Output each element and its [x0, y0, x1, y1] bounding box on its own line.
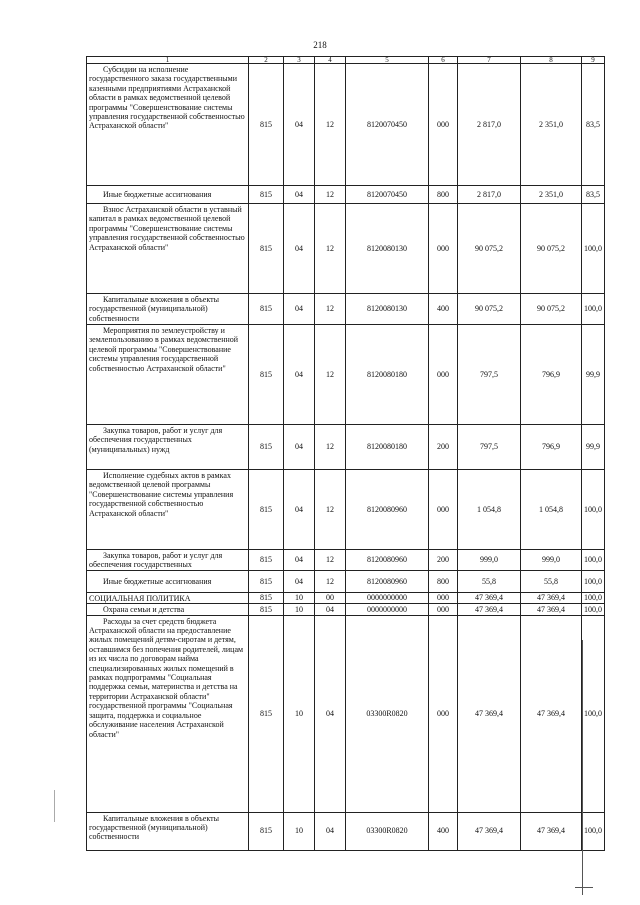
table-row — [87, 615, 605, 812]
row-value-cell: 10 — [284, 592, 315, 603]
row-value-cell: 90 075,2 — [458, 294, 521, 325]
row-value-cell: 815 — [249, 604, 284, 615]
row-value-cell: 100,0 — [582, 604, 605, 615]
row-value-cell: 99,9 — [582, 325, 605, 425]
row-value-cell: 00 — [315, 592, 346, 603]
row-value-cell: 8120080130 — [346, 294, 429, 325]
row-value-cell: 815 — [249, 470, 284, 550]
row-value-cell: 47 369,4 — [521, 812, 582, 850]
row-value-cell: 2 351,0 — [521, 186, 582, 204]
budget-table — [86, 56, 605, 851]
row-value-cell: 400 — [429, 294, 458, 325]
row-value-cell: 12 — [315, 186, 346, 204]
row-value-cell: 100,0 — [582, 294, 605, 325]
row-value-cell: 200 — [429, 425, 458, 470]
row-value-cell: 10 — [284, 615, 315, 812]
col-header: 7 — [458, 57, 521, 64]
row-value-cell: 000 — [429, 604, 458, 615]
row-value-cell: 12 — [315, 64, 346, 186]
col-header: 5 — [346, 57, 429, 64]
row-value-cell: 000 — [429, 470, 458, 550]
row-value-cell: 04 — [284, 570, 315, 592]
row-value-cell: 815 — [249, 570, 284, 592]
row-value-cell: 100,0 — [582, 570, 605, 592]
row-value-cell: 2 817,0 — [458, 64, 521, 186]
row-value-cell: 000 — [429, 592, 458, 603]
row-value-cell: 04 — [315, 812, 346, 850]
margin-line — [582, 640, 583, 895]
row-value-cell: 90 075,2 — [521, 204, 582, 294]
table-row — [87, 550, 605, 571]
row-value-cell: 100,0 — [582, 550, 605, 571]
row-value-cell: 000 — [429, 204, 458, 294]
row-value-cell: 800 — [429, 186, 458, 204]
table-row — [87, 204, 605, 294]
row-value-cell: 2 817,0 — [458, 186, 521, 204]
row-value-cell: 55,8 — [521, 570, 582, 592]
row-value-cell: 796,9 — [521, 325, 582, 425]
row-name-cell: Закупка товаров, работ и услуг для обеспечения государственных — [87, 550, 249, 571]
row-value-cell: 8120080130 — [346, 204, 429, 294]
row-value-cell: 04 — [284, 550, 315, 571]
row-value-cell: 04 — [315, 604, 346, 615]
table-row — [87, 64, 605, 186]
row-value-cell: 200 — [429, 550, 458, 571]
row-value-cell: 100,0 — [582, 204, 605, 294]
row-value-cell: 999,0 — [521, 550, 582, 571]
row-name-cell: Капитальные вложения в объекты государственной (муниципальной) собственности — [87, 812, 249, 850]
row-value-cell: 815 — [249, 592, 284, 603]
table-row — [87, 592, 605, 603]
col-header: 3 — [284, 57, 315, 64]
row-value-cell: 400 — [429, 812, 458, 850]
row-value-cell: 000 — [429, 325, 458, 425]
row-value-cell: 47 369,4 — [521, 604, 582, 615]
row-value-cell: 03300R0820 — [346, 812, 429, 850]
row-name-cell: Субсидии на исполнение государственного заказа государственными казенными предприятиями Астраханской области в рамках ведомственной целевой программы "Совершенствование системы управления государственной собственностью Астраханской области" — [87, 64, 249, 186]
row-value-cell: 8120080180 — [346, 425, 429, 470]
row-value-cell: 8120080960 — [346, 570, 429, 592]
col-header: 6 — [429, 57, 458, 64]
col-header: 9 — [582, 57, 605, 64]
col-header: 8 — [521, 57, 582, 64]
row-value-cell: 999,0 — [458, 550, 521, 571]
row-value-cell: 47 369,4 — [458, 812, 521, 850]
row-value-cell: 1 054,8 — [458, 470, 521, 550]
page-number: 218 — [313, 40, 327, 50]
row-value-cell: 04 — [284, 425, 315, 470]
row-value-cell: 8120080960 — [346, 470, 429, 550]
row-name-cell: Капитальные вложения в объекты государственной (муниципальной) собственности — [87, 294, 249, 325]
row-name-cell: Иные бюджетные ассигнования — [87, 186, 249, 204]
row-value-cell: 12 — [315, 204, 346, 294]
row-value-cell: 12 — [315, 470, 346, 550]
row-value-cell: 47 369,4 — [521, 592, 582, 603]
col-header: 4 — [315, 57, 346, 64]
row-value-cell: 000 — [429, 615, 458, 812]
row-value-cell: 55,8 — [458, 570, 521, 592]
row-value-cell: 100,0 — [582, 812, 605, 850]
row-value-cell: 815 — [249, 204, 284, 294]
scan-mark — [54, 790, 55, 822]
row-value-cell: 12 — [315, 425, 346, 470]
row-value-cell: 8120080960 — [346, 550, 429, 571]
row-value-cell: 815 — [249, 186, 284, 204]
row-value-cell: 100,0 — [582, 592, 605, 603]
row-value-cell: 0000000000 — [346, 592, 429, 603]
row-value-cell: 47 369,4 — [521, 615, 582, 812]
row-value-cell: 47 369,4 — [458, 615, 521, 812]
row-value-cell: 12 — [315, 570, 346, 592]
row-name-cell: Иные бюджетные ассигнования — [87, 570, 249, 592]
row-value-cell: 8120080180 — [346, 325, 429, 425]
table-row — [87, 570, 605, 592]
row-name-cell: Взнос Астраханской области в уставный капитал в рамках ведомственной целевой программы "Совершенствование системы управления государственной собственностью Астраханской области" — [87, 204, 249, 294]
row-value-cell: 47 369,4 — [458, 592, 521, 603]
row-value-cell: 796,9 — [521, 425, 582, 470]
table-row — [87, 604, 605, 615]
row-value-cell: 47 369,4 — [458, 604, 521, 615]
row-name-cell: Мероприятия по землеустройству и землепользованию в рамках ведомственной целевой программы "Совершенствование системы управления государственной собственностью Астраханской области" — [87, 325, 249, 425]
row-value-cell: 10 — [284, 812, 315, 850]
table-row — [87, 470, 605, 550]
row-value-cell: 90 075,2 — [521, 294, 582, 325]
row-value-cell: 04 — [315, 615, 346, 812]
table-header-row — [87, 57, 605, 64]
row-value-cell: 8120070450 — [346, 186, 429, 204]
col-header: 1 — [87, 57, 249, 64]
row-value-cell: 815 — [249, 325, 284, 425]
table-row — [87, 294, 605, 325]
row-value-cell: 0000000000 — [346, 604, 429, 615]
row-value-cell: 797,5 — [458, 425, 521, 470]
table-row — [87, 812, 605, 850]
row-value-cell: 04 — [284, 325, 315, 425]
row-value-cell: 000 — [429, 64, 458, 186]
col-header: 2 — [249, 57, 284, 64]
row-value-cell: 04 — [284, 64, 315, 186]
row-value-cell: 1 054,8 — [521, 470, 582, 550]
row-value-cell: 04 — [284, 204, 315, 294]
row-value-cell: 815 — [249, 812, 284, 850]
table-row — [87, 186, 605, 204]
table-row — [87, 425, 605, 470]
row-value-cell: 12 — [315, 294, 346, 325]
row-value-cell: 04 — [284, 470, 315, 550]
table-row — [87, 325, 605, 425]
row-value-cell: 83,5 — [582, 186, 605, 204]
row-value-cell: 100,0 — [582, 615, 605, 812]
row-value-cell: 03300R0820 — [346, 615, 429, 812]
row-value-cell: 2 351,0 — [521, 64, 582, 186]
row-value-cell: 815 — [249, 294, 284, 325]
row-value-cell: 797,5 — [458, 325, 521, 425]
row-value-cell: 83,5 — [582, 64, 605, 186]
row-value-cell: 10 — [284, 604, 315, 615]
row-value-cell: 815 — [249, 615, 284, 812]
row-name-cell: Исполнение судебных актов в рамках ведомственной целевой программы "Совершенствование системы управления государственной собственностью Астраханской области" — [87, 470, 249, 550]
row-value-cell: 12 — [315, 325, 346, 425]
row-name-cell: Расходы за счет средств бюджета Астраханской области на предоставление жилых помещений детям-сиротам и детям, оставшимся без попечения родителей, лицам из их числа по договорам найма специализированных жилых помещений в рамках подпрограммы "Социальная поддержка семьи, материнства и детства на территории Астраханской области" государственной программы "Социальная защита, поддержка и социальное обслуживание населения Астраханской области" — [87, 615, 249, 812]
margin-tick — [575, 887, 593, 888]
row-value-cell: 100,0 — [582, 470, 605, 550]
row-value-cell: 815 — [249, 425, 284, 470]
row-name-cell: СОЦИАЛЬНАЯ ПОЛИТИКА — [87, 592, 249, 603]
row-value-cell: 800 — [429, 570, 458, 592]
row-value-cell: 90 075,2 — [458, 204, 521, 294]
row-value-cell: 8120070450 — [346, 64, 429, 186]
row-value-cell: 04 — [284, 294, 315, 325]
row-value-cell: 99,9 — [582, 425, 605, 470]
row-name-cell: Охрана семьи и детства — [87, 604, 249, 615]
row-value-cell: 815 — [249, 64, 284, 186]
row-name-cell: Закупка товаров, работ и услуг для обеспечения государственных (муниципальных) нужд — [87, 425, 249, 470]
row-value-cell: 815 — [249, 550, 284, 571]
row-value-cell: 12 — [315, 550, 346, 571]
row-value-cell: 04 — [284, 186, 315, 204]
